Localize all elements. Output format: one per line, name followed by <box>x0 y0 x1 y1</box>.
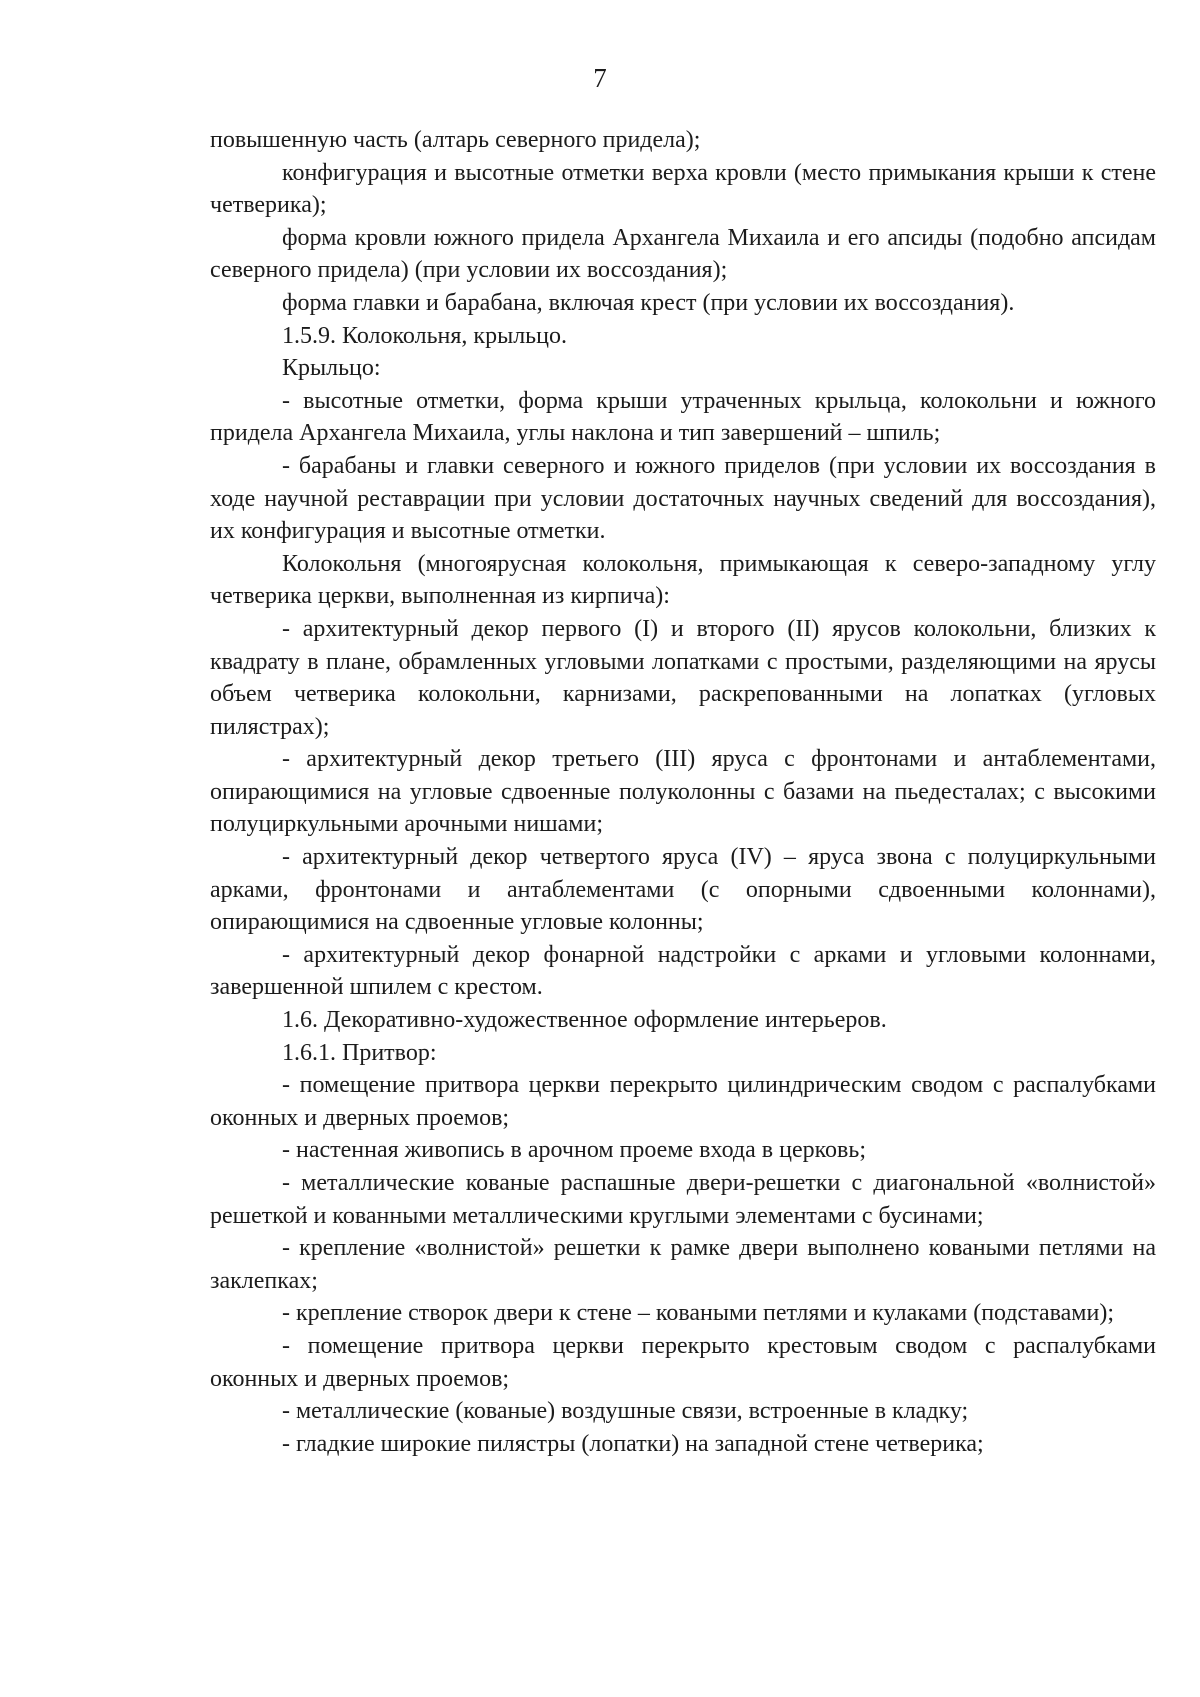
paragraph: - помещение притвора церкви перекрыто цилиндрическим сводом с распалубками оконных и дверных проемов; <box>210 1072 1156 1131</box>
paragraph: - крепление створок двери к стене – коваными петлями и кулаками (подставами); <box>282 1300 1114 1327</box>
paragraph: повышенную часть (алтарь северного придела); <box>210 127 701 153</box>
paragraph: - крепление «волнистой» решетки к рамке двери выполнено коваными петлями на заклепках; <box>210 1235 1156 1294</box>
paragraph: - барабаны и главки северного и южного приделов (при условии их воссоздания в ходе научной реставрации при условии достаточных научных сведений для воссоздания), их конфигурация и высотные отметки. <box>210 452 1156 545</box>
paragraph: - архитектурный декор фонарной надстройки с арками и угловыми колоннами, завершенной шпилем с крестом. <box>210 941 1156 1001</box>
paragraph: 1.6. Декоративно-художественное оформление интерьеров. <box>282 1007 887 1034</box>
paragraph: форма главки и барабана, включая крест (при условии их воссоздания). <box>282 289 1015 316</box>
document-body <box>210 124 1156 1460</box>
paragraph: конфигурация и высотные отметки верха кровли (место примыкания крыши к стене четверика); <box>210 159 1156 219</box>
paragraph: - архитектурный декор первого (I) и второго (II) ярусов колокольни, близких к квадрату в плане, обрамленных угловыми лопатками с простыми, разделяющими на ярусы объем четверика колокольни, карнизами, раскрепованными на лопатках (угловых пилястрах); <box>210 615 1156 740</box>
page-number: 7 <box>593 63 607 93</box>
paragraph: - помещение притвора церкви перекрыто крестовым сводом с распалубками оконных и дверных проемов; <box>210 1332 1156 1392</box>
paragraph: - металлические кованые распашные двери-решетки с диагональной «волнистой» решеткой и кованными металлическими круглыми элементами с бусинами; <box>210 1170 1156 1229</box>
paragraph: - гладкие широкие пилястры (лопатки) на западной стене четверика; <box>282 1430 984 1457</box>
paragraph: 1.6.1. Притвор: <box>282 1039 437 1066</box>
paragraph: Крыльцо: <box>282 355 381 382</box>
paragraph: - архитектурный декор третьего (III) яруса с фронтонами и антаблементами, опирающимися на угловые сдвоенные полуколонны с базами на пьедесталах; с высокими полуциркульными арочными нишами; <box>210 746 1156 838</box>
paragraph: - высотные отметки, форма крыши утраченных крыльца, колокольни и южного придела Архангела Михаила, углы наклона и тип завершений – шпиль; <box>210 387 1156 447</box>
paragraph: - металлические (кованые) воздушные связи, встроенные в кладку; <box>282 1398 969 1425</box>
paragraph: - архитектурный декор четвертого яруса (IV) – яруса звона с полуциркульными арками, фронтонами и антаблементами (с опорными сдвоенными колоннами), опирающимися на сдвоенные угловые колонны; <box>210 844 1156 936</box>
paragraph: форма кровли южного придела Архангела Михаила и его апсиды (подобно апсидам северного придела) (при условии их воссоздания); <box>210 224 1156 284</box>
paragraph: 1.5.9. Колокольня, крыльцо. <box>282 322 567 349</box>
paragraph: Колокольня (многоярусная колокольня, примыкающая к северо-западному углу четверика церкви, выполненная из кирпича): <box>210 550 1156 610</box>
paragraph: - настенная живопись в арочном проеме входа в церковь; <box>282 1137 866 1164</box>
